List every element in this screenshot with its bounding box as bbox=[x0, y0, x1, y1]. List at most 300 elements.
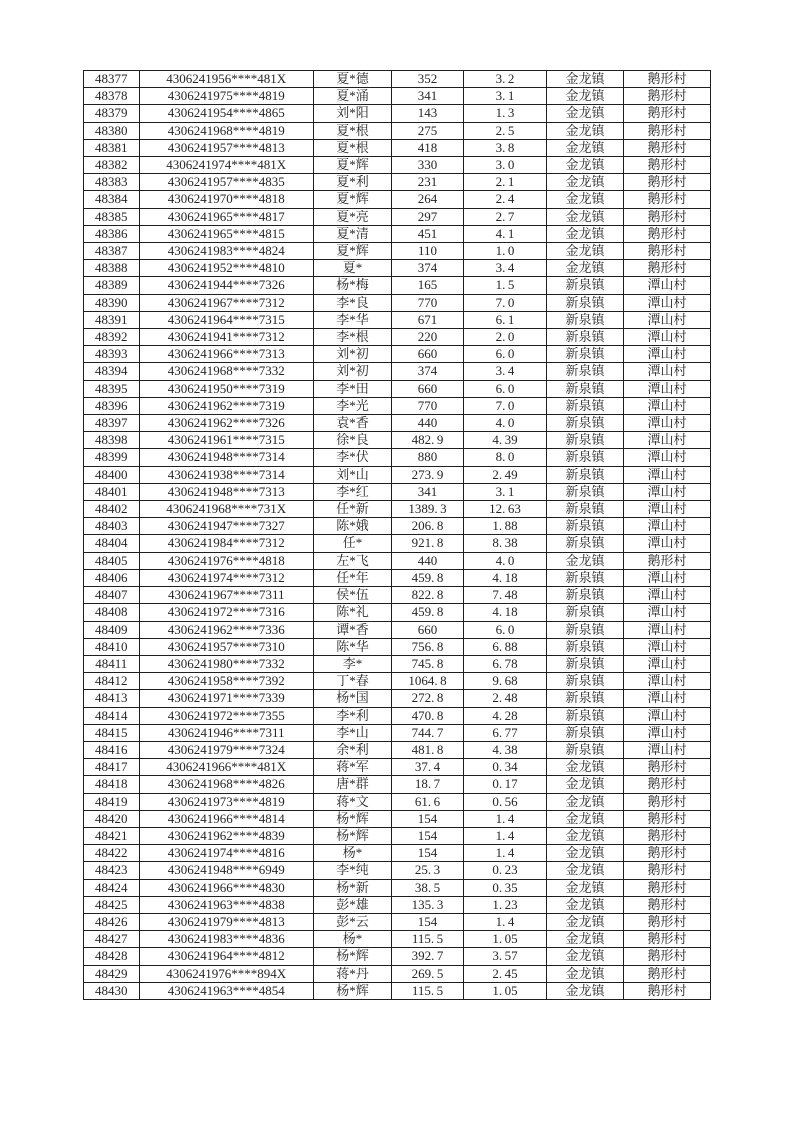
cell-area: 1. 88 bbox=[464, 518, 547, 535]
cell-name: 陈*礼 bbox=[314, 604, 392, 621]
cell-row-number: 48425 bbox=[84, 896, 140, 913]
cell-row-number: 48403 bbox=[84, 518, 140, 535]
cell-town: 金龙镇 bbox=[547, 965, 624, 982]
cell-town: 新泉镇 bbox=[547, 380, 624, 397]
cell-town: 新泉镇 bbox=[547, 501, 624, 518]
cell-row-number: 48381 bbox=[84, 139, 140, 156]
cell-row-number: 48392 bbox=[84, 329, 140, 346]
cell-village: 潭山村 bbox=[624, 346, 711, 363]
cell-area: 3. 8 bbox=[464, 139, 547, 156]
cell-area: 2. 0 bbox=[464, 329, 547, 346]
cell-town: 新泉镇 bbox=[547, 535, 624, 552]
cell-amount: 341 bbox=[392, 88, 464, 105]
cell-row-number: 48429 bbox=[84, 965, 140, 982]
cell-town: 新泉镇 bbox=[547, 483, 624, 500]
cell-village: 潭山村 bbox=[624, 277, 711, 294]
cell-town: 金龙镇 bbox=[547, 810, 624, 827]
cell-row-number: 48398 bbox=[84, 432, 140, 449]
cell-row-number: 48378 bbox=[84, 88, 140, 105]
cell-area: 4. 18 bbox=[464, 604, 547, 621]
cell-amount: 18. 7 bbox=[392, 776, 464, 793]
cell-village: 潭山村 bbox=[624, 535, 711, 552]
cell-amount: 374 bbox=[392, 363, 464, 380]
cell-row-number: 48390 bbox=[84, 294, 140, 311]
cell-area: 1. 4 bbox=[464, 913, 547, 930]
cell-row-number: 48391 bbox=[84, 311, 140, 328]
cell-name: 杨*辉 bbox=[314, 827, 392, 844]
cell-area: 4. 1 bbox=[464, 225, 547, 242]
cell-village: 潭山村 bbox=[624, 673, 711, 690]
cell-amount: 269. 5 bbox=[392, 965, 464, 982]
cell-amount: 481. 8 bbox=[392, 741, 464, 758]
cell-area: 1. 23 bbox=[464, 896, 547, 913]
cell-amount: 660 bbox=[392, 346, 464, 363]
cell-town: 新泉镇 bbox=[547, 518, 624, 535]
cell-area: 1. 0 bbox=[464, 243, 547, 260]
cell-id-number: 4306241965****4815 bbox=[139, 225, 314, 242]
cell-area: 3. 1 bbox=[464, 483, 547, 500]
cell-village: 鹅形村 bbox=[624, 191, 711, 208]
cell-amount: 154 bbox=[392, 845, 464, 862]
cell-id-number: 4306241968****731X bbox=[139, 501, 314, 518]
table-row bbox=[84, 604, 711, 621]
cell-village: 鹅形村 bbox=[624, 913, 711, 930]
cell-name: 余*利 bbox=[314, 741, 392, 758]
cell-name: 陈*华 bbox=[314, 638, 392, 655]
cell-village: 潭山村 bbox=[624, 466, 711, 483]
table-row bbox=[84, 294, 711, 311]
cell-amount: 61. 6 bbox=[392, 793, 464, 810]
table-row bbox=[84, 655, 711, 672]
cell-amount: 756. 8 bbox=[392, 638, 464, 655]
cell-area: 2. 5 bbox=[464, 122, 547, 139]
cell-area: 6. 0 bbox=[464, 621, 547, 638]
cell-amount: 470. 8 bbox=[392, 707, 464, 724]
table-row bbox=[84, 260, 711, 277]
cell-id-number: 4306241962****7336 bbox=[139, 621, 314, 638]
table-row bbox=[84, 690, 711, 707]
cell-row-number: 48430 bbox=[84, 982, 140, 999]
cell-village: 潭山村 bbox=[624, 415, 711, 432]
cell-area: 6. 0 bbox=[464, 346, 547, 363]
cell-row-number: 48424 bbox=[84, 879, 140, 896]
cell-area: 2. 48 bbox=[464, 690, 547, 707]
cell-town: 金龙镇 bbox=[547, 759, 624, 776]
cell-row-number: 48407 bbox=[84, 587, 140, 604]
cell-amount: 297 bbox=[392, 208, 464, 225]
cell-row-number: 48399 bbox=[84, 449, 140, 466]
cell-amount: 135. 3 bbox=[392, 896, 464, 913]
cell-row-number: 48404 bbox=[84, 535, 140, 552]
cell-town: 新泉镇 bbox=[547, 707, 624, 724]
cell-amount: 880 bbox=[392, 449, 464, 466]
cell-id-number: 4306241971****7339 bbox=[139, 690, 314, 707]
cell-id-number: 4306241968****4826 bbox=[139, 776, 314, 793]
cell-town: 新泉镇 bbox=[547, 397, 624, 414]
cell-row-number: 48421 bbox=[84, 827, 140, 844]
cell-id-number: 4306241962****7319 bbox=[139, 397, 314, 414]
cell-row-number: 48409 bbox=[84, 621, 140, 638]
cell-village: 潭山村 bbox=[624, 294, 711, 311]
cell-town: 新泉镇 bbox=[547, 638, 624, 655]
cell-row-number: 48389 bbox=[84, 277, 140, 294]
cell-id-number: 4306241983****4824 bbox=[139, 243, 314, 260]
cell-amount: 660 bbox=[392, 621, 464, 638]
cell-amount: 1389. 3 bbox=[392, 501, 464, 518]
table-row bbox=[84, 913, 711, 930]
cell-name: 李* bbox=[314, 655, 392, 672]
table-row bbox=[84, 552, 711, 569]
cell-town: 金龙镇 bbox=[547, 208, 624, 225]
cell-row-number: 48402 bbox=[84, 501, 140, 518]
cell-village: 鹅形村 bbox=[624, 552, 711, 569]
cell-town: 新泉镇 bbox=[547, 655, 624, 672]
table-row bbox=[84, 208, 711, 225]
cell-name: 蒋*军 bbox=[314, 759, 392, 776]
cell-area: 3. 4 bbox=[464, 363, 547, 380]
table-row bbox=[84, 776, 711, 793]
cell-village: 鹅形村 bbox=[624, 896, 711, 913]
cell-village: 鹅形村 bbox=[624, 931, 711, 948]
cell-row-number: 48413 bbox=[84, 690, 140, 707]
table-row bbox=[84, 896, 711, 913]
table-body bbox=[84, 71, 711, 1000]
table-row bbox=[84, 139, 711, 156]
cell-id-number: 4306241957****4835 bbox=[139, 174, 314, 191]
table-row bbox=[84, 759, 711, 776]
table-row bbox=[84, 931, 711, 948]
cell-name: 彭*雄 bbox=[314, 896, 392, 913]
table-row bbox=[84, 466, 711, 483]
cell-village: 鹅形村 bbox=[624, 965, 711, 982]
cell-name: 左*飞 bbox=[314, 552, 392, 569]
cell-village: 鹅形村 bbox=[624, 122, 711, 139]
cell-village: 潭山村 bbox=[624, 501, 711, 518]
cell-area: 1. 4 bbox=[464, 810, 547, 827]
cell-name: 丁*春 bbox=[314, 673, 392, 690]
cell-village: 潭山村 bbox=[624, 363, 711, 380]
cell-name: 李*良 bbox=[314, 294, 392, 311]
cell-row-number: 48394 bbox=[84, 363, 140, 380]
cell-village: 潭山村 bbox=[624, 707, 711, 724]
cell-id-number: 4306241973****4819 bbox=[139, 793, 314, 810]
cell-row-number: 48397 bbox=[84, 415, 140, 432]
cell-town: 金龙镇 bbox=[547, 776, 624, 793]
cell-area: 7. 48 bbox=[464, 587, 547, 604]
table-row bbox=[84, 105, 711, 122]
cell-id-number: 4306241984****7312 bbox=[139, 535, 314, 552]
table-row bbox=[84, 122, 711, 139]
cell-id-number: 4306241948****7313 bbox=[139, 483, 314, 500]
cell-id-number: 4306241972****7355 bbox=[139, 707, 314, 724]
subsidy-roster-table bbox=[83, 70, 711, 1000]
cell-village: 鹅形村 bbox=[624, 845, 711, 862]
table-row bbox=[84, 569, 711, 586]
cell-town: 新泉镇 bbox=[547, 294, 624, 311]
cell-village: 鹅形村 bbox=[624, 759, 711, 776]
cell-area: 0. 34 bbox=[464, 759, 547, 776]
cell-id-number: 4306241963****4838 bbox=[139, 896, 314, 913]
table-row bbox=[84, 157, 711, 174]
cell-village: 潭山村 bbox=[624, 587, 711, 604]
cell-amount: 418 bbox=[392, 139, 464, 156]
cell-row-number: 48419 bbox=[84, 793, 140, 810]
cell-amount: 352 bbox=[392, 71, 464, 88]
cell-area: 8. 38 bbox=[464, 535, 547, 552]
cell-name: 杨* bbox=[314, 845, 392, 862]
table-row bbox=[84, 862, 711, 879]
cell-name: 李*田 bbox=[314, 380, 392, 397]
cell-amount: 822. 8 bbox=[392, 587, 464, 604]
cell-id-number: 4306241948****6949 bbox=[139, 862, 314, 879]
table-row bbox=[84, 673, 711, 690]
cell-area: 1. 4 bbox=[464, 827, 547, 844]
cell-name: 蒋*文 bbox=[314, 793, 392, 810]
cell-village: 潭山村 bbox=[624, 569, 711, 586]
cell-id-number: 4306241938****7314 bbox=[139, 466, 314, 483]
cell-row-number: 48414 bbox=[84, 707, 140, 724]
cell-name: 刘*初 bbox=[314, 363, 392, 380]
cell-town: 金龙镇 bbox=[547, 88, 624, 105]
cell-town: 金龙镇 bbox=[547, 260, 624, 277]
cell-amount: 37. 4 bbox=[392, 759, 464, 776]
cell-village: 鹅形村 bbox=[624, 827, 711, 844]
table-row bbox=[84, 982, 711, 999]
cell-town: 金龙镇 bbox=[547, 174, 624, 191]
cell-row-number: 48423 bbox=[84, 862, 140, 879]
cell-name: 杨*辉 bbox=[314, 810, 392, 827]
cell-village: 潭山村 bbox=[624, 741, 711, 758]
cell-name: 夏*根 bbox=[314, 139, 392, 156]
cell-row-number: 48387 bbox=[84, 243, 140, 260]
cell-id-number: 4306241947****7327 bbox=[139, 518, 314, 535]
cell-town: 新泉镇 bbox=[547, 363, 624, 380]
cell-name: 夏*涌 bbox=[314, 88, 392, 105]
cell-amount: 154 bbox=[392, 913, 464, 930]
cell-name: 夏*清 bbox=[314, 225, 392, 242]
cell-name: 彭*云 bbox=[314, 913, 392, 930]
cell-area: 4. 39 bbox=[464, 432, 547, 449]
cell-amount: 38. 5 bbox=[392, 879, 464, 896]
cell-area: 12. 63 bbox=[464, 501, 547, 518]
cell-area: 1. 3 bbox=[464, 105, 547, 122]
cell-village: 潭山村 bbox=[624, 380, 711, 397]
cell-amount: 770 bbox=[392, 294, 464, 311]
cell-village: 潭山村 bbox=[624, 724, 711, 741]
cell-id-number: 4306241946****7311 bbox=[139, 724, 314, 741]
cell-id-number: 4306241962****7326 bbox=[139, 415, 314, 432]
cell-name: 徐*良 bbox=[314, 432, 392, 449]
cell-row-number: 48426 bbox=[84, 913, 140, 930]
cell-row-number: 48388 bbox=[84, 260, 140, 277]
cell-amount: 206. 8 bbox=[392, 518, 464, 535]
cell-town: 金龙镇 bbox=[547, 71, 624, 88]
cell-town: 金龙镇 bbox=[547, 157, 624, 174]
cell-row-number: 48427 bbox=[84, 931, 140, 948]
cell-town: 新泉镇 bbox=[547, 690, 624, 707]
cell-village: 鹅形村 bbox=[624, 88, 711, 105]
cell-name: 夏*根 bbox=[314, 122, 392, 139]
cell-id-number: 4306241958****7392 bbox=[139, 673, 314, 690]
table-row bbox=[84, 741, 711, 758]
table-row bbox=[84, 311, 711, 328]
cell-name: 夏* bbox=[314, 260, 392, 277]
cell-village: 潭山村 bbox=[624, 690, 711, 707]
cell-area: 6. 1 bbox=[464, 311, 547, 328]
cell-name: 陈*娥 bbox=[314, 518, 392, 535]
table-row bbox=[84, 845, 711, 862]
table-row bbox=[84, 587, 711, 604]
cell-area: 0. 23 bbox=[464, 862, 547, 879]
cell-area: 1. 4 bbox=[464, 845, 547, 862]
cell-id-number: 4306241966****4830 bbox=[139, 879, 314, 896]
cell-village: 潭山村 bbox=[624, 432, 711, 449]
cell-amount: 451 bbox=[392, 225, 464, 242]
cell-name: 杨*辉 bbox=[314, 982, 392, 999]
cell-amount: 745. 8 bbox=[392, 655, 464, 672]
cell-amount: 115. 5 bbox=[392, 931, 464, 948]
cell-row-number: 48418 bbox=[84, 776, 140, 793]
cell-area: 6. 0 bbox=[464, 380, 547, 397]
table-row bbox=[84, 810, 711, 827]
cell-id-number: 4306241980****7332 bbox=[139, 655, 314, 672]
table-row bbox=[84, 380, 711, 397]
cell-town: 新泉镇 bbox=[547, 741, 624, 758]
table-row bbox=[84, 397, 711, 414]
cell-area: 8. 0 bbox=[464, 449, 547, 466]
cell-town: 金龙镇 bbox=[547, 879, 624, 896]
cell-village: 鹅形村 bbox=[624, 174, 711, 191]
cell-id-number: 4306241967****7312 bbox=[139, 294, 314, 311]
cell-name: 夏*辉 bbox=[314, 243, 392, 260]
cell-id-number: 4306241962****4839 bbox=[139, 827, 314, 844]
table-row bbox=[84, 191, 711, 208]
cell-amount: 744. 7 bbox=[392, 724, 464, 741]
cell-village: 鹅形村 bbox=[624, 260, 711, 277]
cell-name: 李*伏 bbox=[314, 449, 392, 466]
cell-area: 0. 35 bbox=[464, 879, 547, 896]
cell-row-number: 48416 bbox=[84, 741, 140, 758]
table-row bbox=[84, 879, 711, 896]
cell-town: 新泉镇 bbox=[547, 604, 624, 621]
cell-area: 4. 18 bbox=[464, 569, 547, 586]
cell-name: 袁*香 bbox=[314, 415, 392, 432]
cell-name: 李*光 bbox=[314, 397, 392, 414]
cell-row-number: 48386 bbox=[84, 225, 140, 242]
cell-name: 谭*香 bbox=[314, 621, 392, 638]
cell-row-number: 48410 bbox=[84, 638, 140, 655]
cell-village: 鹅形村 bbox=[624, 862, 711, 879]
cell-village: 鹅形村 bbox=[624, 225, 711, 242]
cell-amount: 115. 5 bbox=[392, 982, 464, 999]
cell-area: 3. 57 bbox=[464, 948, 547, 965]
cell-id-number: 4306241974****481X bbox=[139, 157, 314, 174]
cell-name: 杨* bbox=[314, 931, 392, 948]
cell-town: 金龙镇 bbox=[547, 243, 624, 260]
cell-town: 金龙镇 bbox=[547, 862, 624, 879]
cell-amount: 272. 8 bbox=[392, 690, 464, 707]
cell-town: 新泉镇 bbox=[547, 346, 624, 363]
cell-village: 潭山村 bbox=[624, 638, 711, 655]
cell-id-number: 4306241954****4865 bbox=[139, 105, 314, 122]
cell-area: 2. 1 bbox=[464, 174, 547, 191]
cell-amount: 440 bbox=[392, 415, 464, 432]
cell-village: 鹅形村 bbox=[624, 793, 711, 810]
cell-area: 2. 45 bbox=[464, 965, 547, 982]
cell-row-number: 48396 bbox=[84, 397, 140, 414]
table-row bbox=[84, 535, 711, 552]
cell-id-number: 4306241970****4818 bbox=[139, 191, 314, 208]
cell-row-number: 48428 bbox=[84, 948, 140, 965]
cell-name: 任*新 bbox=[314, 501, 392, 518]
cell-name: 夏*辉 bbox=[314, 191, 392, 208]
cell-row-number: 48417 bbox=[84, 759, 140, 776]
cell-id-number: 4306241941****7312 bbox=[139, 329, 314, 346]
cell-id-number: 4306241966****4814 bbox=[139, 810, 314, 827]
cell-row-number: 48408 bbox=[84, 604, 140, 621]
cell-amount: 921. 8 bbox=[392, 535, 464, 552]
cell-name: 夏*德 bbox=[314, 71, 392, 88]
cell-name: 李*华 bbox=[314, 311, 392, 328]
cell-town: 新泉镇 bbox=[547, 415, 624, 432]
cell-amount: 220 bbox=[392, 329, 464, 346]
cell-area: 3. 0 bbox=[464, 157, 547, 174]
cell-name: 任*年 bbox=[314, 569, 392, 586]
cell-name: 夏*亮 bbox=[314, 208, 392, 225]
cell-amount: 341 bbox=[392, 483, 464, 500]
cell-id-number: 4306241983****4836 bbox=[139, 931, 314, 948]
cell-amount: 25. 3 bbox=[392, 862, 464, 879]
cell-id-number: 4306241974****4816 bbox=[139, 845, 314, 862]
cell-id-number: 4306241976****4818 bbox=[139, 552, 314, 569]
cell-amount: 154 bbox=[392, 827, 464, 844]
cell-town: 新泉镇 bbox=[547, 587, 624, 604]
cell-name: 刘*阳 bbox=[314, 105, 392, 122]
cell-village: 潭山村 bbox=[624, 655, 711, 672]
cell-name: 杨*梅 bbox=[314, 277, 392, 294]
cell-town: 新泉镇 bbox=[547, 673, 624, 690]
cell-village: 鹅形村 bbox=[624, 810, 711, 827]
table-row bbox=[84, 965, 711, 982]
cell-amount: 1064. 8 bbox=[392, 673, 464, 690]
cell-id-number: 4306241966****481X bbox=[139, 759, 314, 776]
cell-area: 3. 1 bbox=[464, 88, 547, 105]
cell-amount: 392. 7 bbox=[392, 948, 464, 965]
cell-town: 金龙镇 bbox=[547, 793, 624, 810]
table-row bbox=[84, 449, 711, 466]
cell-amount: 459. 8 bbox=[392, 569, 464, 586]
cell-name: 刘*山 bbox=[314, 466, 392, 483]
cell-amount: 482. 9 bbox=[392, 432, 464, 449]
cell-area: 4. 28 bbox=[464, 707, 547, 724]
cell-village: 潭山村 bbox=[624, 397, 711, 414]
cell-town: 金龙镇 bbox=[547, 191, 624, 208]
cell-amount: 440 bbox=[392, 552, 464, 569]
cell-id-number: 4306241957****4813 bbox=[139, 139, 314, 156]
cell-name: 李*纯 bbox=[314, 862, 392, 879]
cell-village: 鹅形村 bbox=[624, 71, 711, 88]
cell-id-number: 4306241957****7310 bbox=[139, 638, 314, 655]
cell-village: 鹅形村 bbox=[624, 139, 711, 156]
table-row bbox=[84, 948, 711, 965]
cell-area: 7. 0 bbox=[464, 294, 547, 311]
cell-id-number: 4306241964****4812 bbox=[139, 948, 314, 965]
cell-village: 鹅形村 bbox=[624, 948, 711, 965]
table-row bbox=[84, 88, 711, 105]
cell-name: 侯*伍 bbox=[314, 587, 392, 604]
table-row bbox=[84, 724, 711, 741]
cell-row-number: 48393 bbox=[84, 346, 140, 363]
